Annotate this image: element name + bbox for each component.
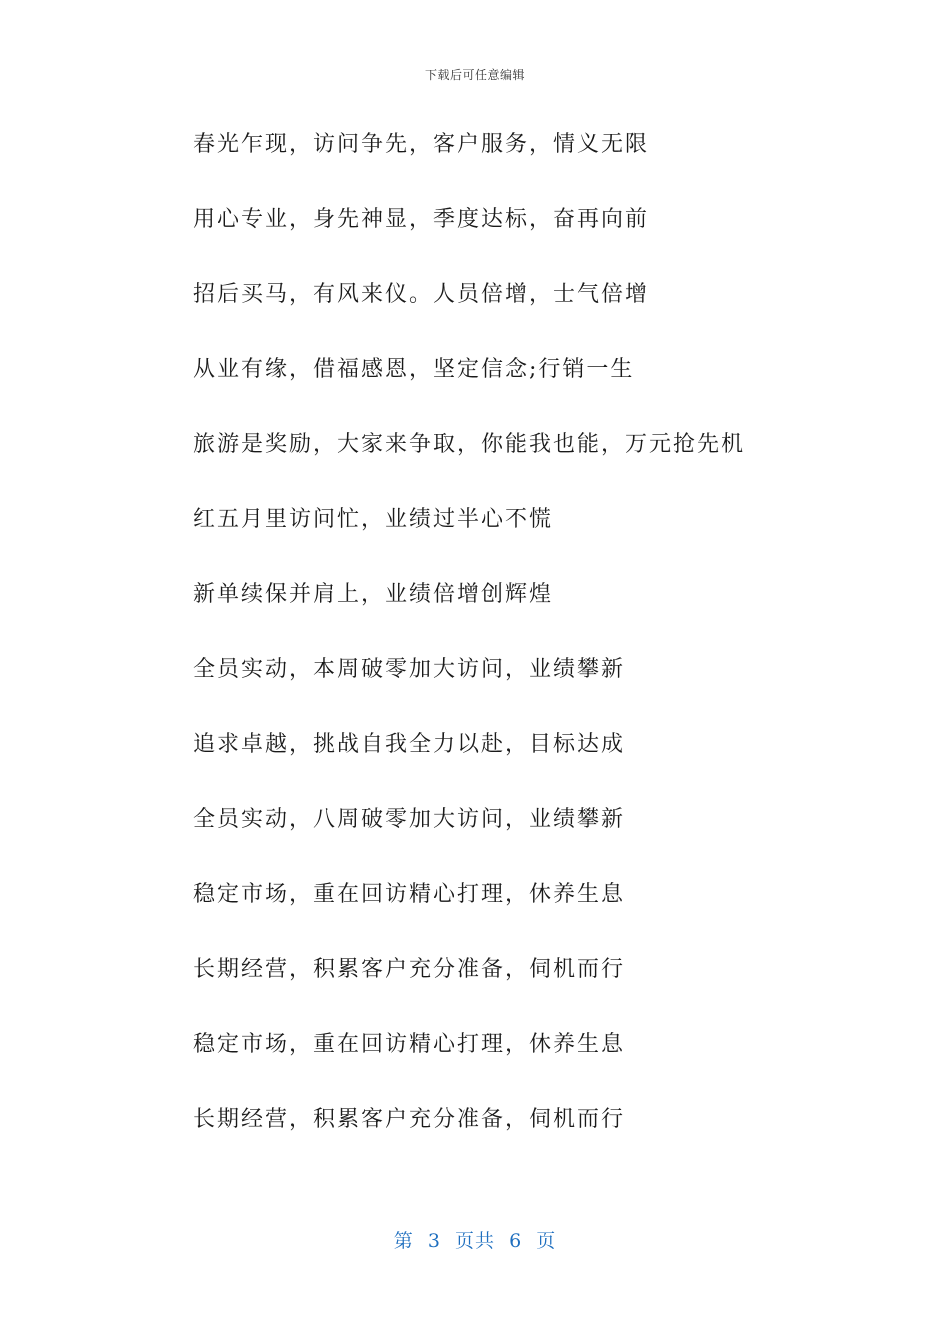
slogan-line: 长期经营，积累客户充分准备，伺机而行	[193, 957, 626, 982]
slogan-list	[193, 128, 893, 1178]
slogan-line: 全员实动，本周破零加大访问，业绩攀新	[193, 657, 626, 682]
slogan-line: 用心专业，身先神显，季度达标，奋再向前	[193, 207, 650, 232]
slogan-line: 旅游是奖励，大家来争取，你能我也能，万元抢先机	[193, 432, 746, 457]
slogan-line: 长期经营，积累客户充分准备，伺机而行	[193, 1107, 626, 1132]
slogan-line: 新单续保并肩上，业绩倍增创辉煌	[193, 582, 554, 607]
slogan-line: 红五月里访问忙，业绩过半心不慌	[193, 507, 554, 532]
page-header: 下载后可任意编辑	[424, 68, 525, 82]
slogan-line: 春光乍现，访问争先，客户服务，情义无限	[193, 132, 650, 157]
slogan-line: 稳定市场，重在回访精心打理，休养生息	[193, 882, 626, 907]
slogan-line: 招后买马，有风来仪。人员倍增，士气倍增	[193, 282, 650, 307]
slogan-line: 从业有缘，借福感恩，坚定信念;行销一生	[193, 357, 635, 382]
slogan-line: 全员实动，八周破零加大访问，业绩攀新	[193, 807, 626, 832]
slogan-line: 追求卓越，挑战自我全力以赴，目标达成	[193, 732, 626, 757]
page-number-footer: 第 3 页共 6 页	[393, 1230, 557, 1252]
slogan-line: 稳定市场，重在回访精心打理，休养生息	[193, 1032, 626, 1057]
